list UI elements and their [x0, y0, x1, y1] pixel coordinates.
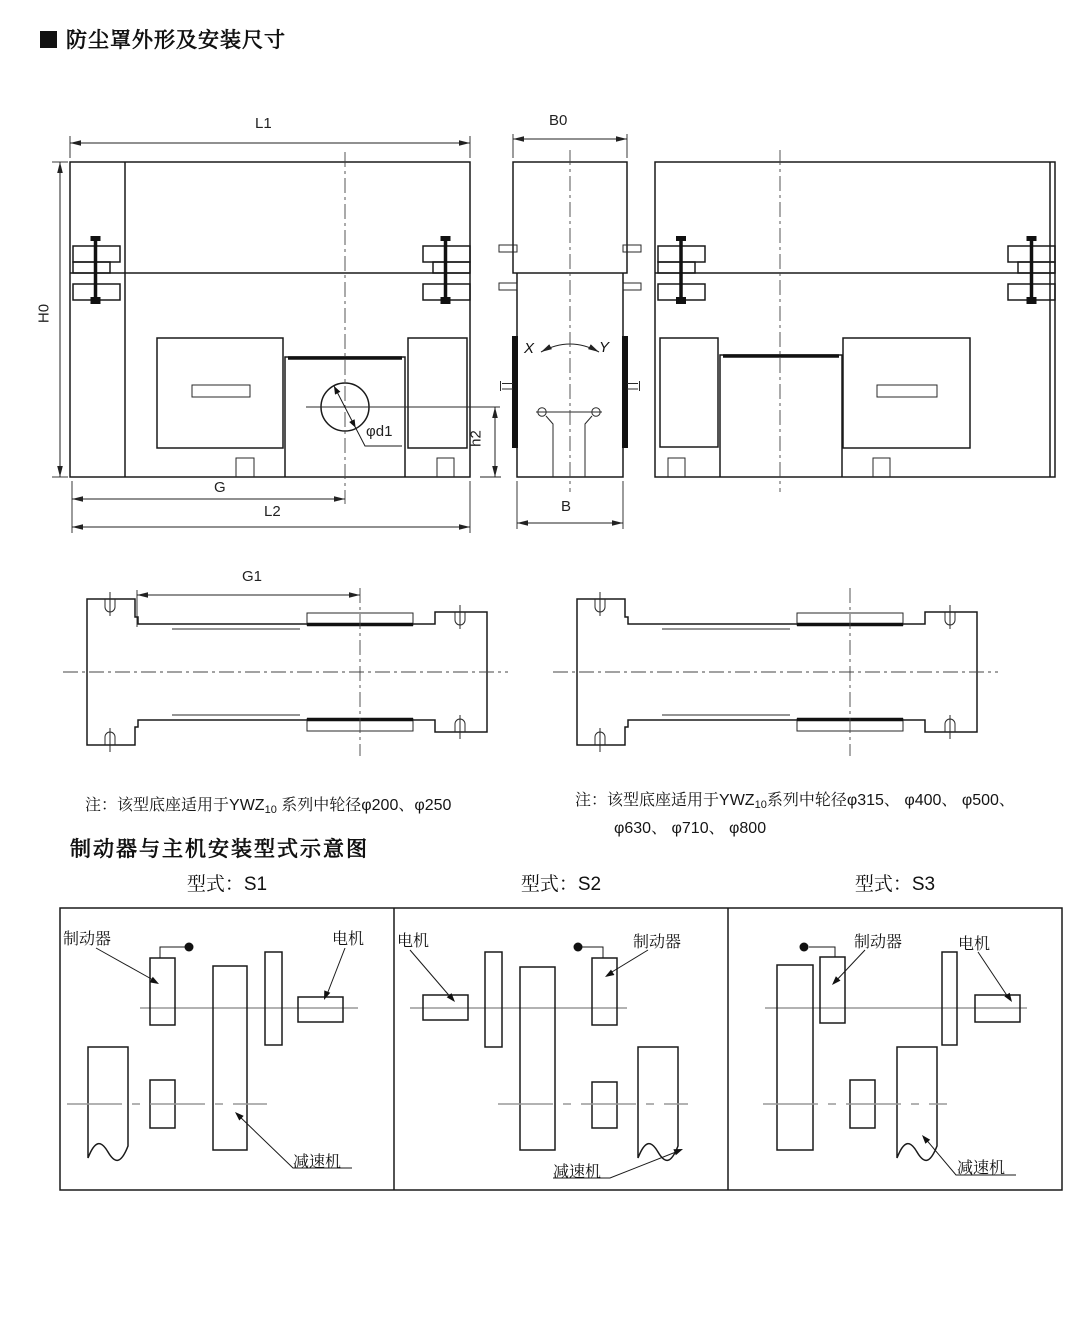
note-right-subscript: 10	[754, 799, 767, 811]
panel-s2-reducer-label: 减速机	[553, 1164, 602, 1181]
panel-s1-figure	[67, 943, 358, 1169]
panel-s2-brake-label: 制动器	[633, 934, 682, 951]
note-left-rest: 系列中轮径φ200、φ250	[276, 797, 452, 814]
panel-s1-header: 型式：S1	[186, 874, 268, 895]
note-left-subscript: 10	[264, 804, 277, 816]
panel-s3-motor-label: 电机	[958, 936, 991, 953]
panel-s3-figure	[763, 943, 1027, 1176]
plan-view-right	[553, 588, 998, 756]
panel-s3-brake-label: 制动器	[854, 934, 903, 951]
panel-s2-figure	[410, 943, 688, 1179]
panel-table-borders	[60, 908, 1062, 1190]
panel-s2-header: 型式：S2	[520, 874, 602, 895]
panel-s1-motor-label: 电机	[332, 931, 365, 948]
dim-label-b: B	[561, 498, 572, 515]
plan-view-left	[63, 588, 508, 756]
dim-label-g: G	[214, 479, 226, 496]
section-marker-square	[40, 31, 57, 48]
note-left-prefix: 注：	[85, 797, 118, 814]
note-right-prefix: 注：	[575, 792, 608, 809]
panel-s3-reducer-label: 减速机	[957, 1160, 1006, 1177]
section-title: 制动器与主机安装型式示意图	[70, 838, 369, 861]
axis-label-x: X	[524, 340, 535, 357]
front-view	[70, 152, 500, 504]
note-right-rest: 系列中轮径φ315、 φ400、 φ500、	[766, 792, 1015, 809]
dim-label-b0: B0	[549, 112, 568, 129]
panel-s2-motor-label: 电机	[397, 933, 430, 950]
rear-view	[655, 150, 1055, 492]
page-title: 防尘罩外形及安装尺寸	[66, 29, 286, 52]
side-view	[499, 150, 641, 492]
dim-label-phi-d1: φd1	[366, 423, 393, 440]
axis-label-y: Y	[599, 339, 610, 356]
note-right-body: 该型底座适用于YWZ	[607, 792, 755, 809]
note-left-body: 该型底座适用于YWZ	[117, 797, 265, 814]
note-left	[85, 792, 451, 816]
plan-view-g1-dim	[137, 590, 360, 627]
dim-label-l2: L2	[264, 503, 281, 520]
dim-label-h0: H0	[35, 303, 53, 324]
note-right-line1	[575, 787, 1015, 811]
panel-s1-reducer-label: 减速机	[293, 1154, 342, 1171]
dim-label-l1: L1	[255, 115, 272, 132]
page-header	[40, 24, 286, 54]
panel-s1-brake-label: 制动器	[63, 931, 112, 948]
dimension-lines	[52, 134, 627, 533]
panel-s3-header: 型式：S3	[854, 874, 936, 895]
dim-label-h2: h2	[467, 430, 485, 447]
note-right-line2: φ630、 φ710、 φ800	[614, 820, 767, 837]
dim-label-g1: G1	[242, 568, 263, 585]
